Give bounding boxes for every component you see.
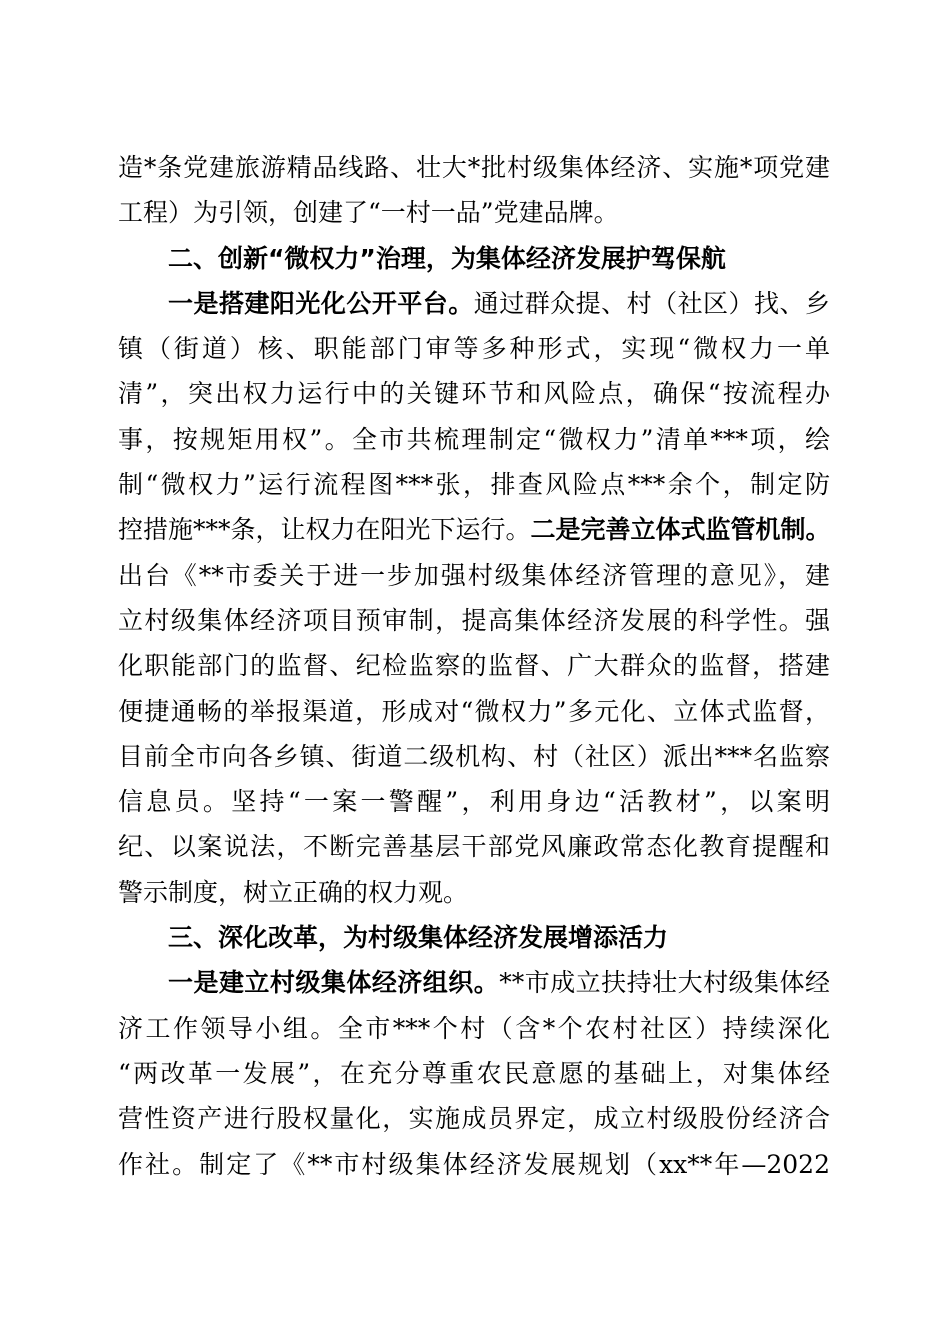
body-line: 镇（街道）核、职能部门审等多种形式，实现“微权力一单 xyxy=(118,334,830,364)
section-heading: 二、创新“微权力”治理，为集体经济发展护驾保航 xyxy=(168,243,726,273)
body-line: 纪、以案说法，不断完善基层干部党风廉政常态化教育提醒和 xyxy=(118,832,830,862)
body-line: 制“微权力”运行流程图***张，排查风险点***余个，制定防 xyxy=(118,470,830,500)
body-text: 控措施***条，让权力在阳光下运行。 xyxy=(118,515,531,545)
body-line: 立村级集体经济项目预审制，提高集体经济发展的科学性。强 xyxy=(118,605,830,635)
paragraph-lead: 一是搭建阳光化公开平台。 xyxy=(168,288,474,318)
body-line: 便捷通畅的举报渠道，形成对“微权力”多元化、立体式监督， xyxy=(118,696,830,726)
document-page xyxy=(118,145,830,1187)
body-line: 作社。制定了《**市村级集体经济发展规划（xx**年—2022 xyxy=(118,1149,830,1179)
body-line: 出台《**市委关于进一步加强村级集体经济管理的意见》，建 xyxy=(118,560,830,590)
body-text: 通过群众提、村（社区）找、乡 xyxy=(473,288,830,318)
body-line: 济工作领导小组。全市***个村（含*个农村社区）持续深化 xyxy=(118,1013,830,1043)
body-line xyxy=(118,281,830,326)
body-line: 目前全市向各乡镇、街道二级机构、村（社区）派出***名监察 xyxy=(118,741,830,771)
paragraph-lead: 二是完善立体式监管机制。 xyxy=(530,515,831,545)
body-line: 化职能部门的监督、纪检监察的监督、广大群众的监督，搭建 xyxy=(118,651,830,681)
body-text: **市成立扶持壮大村级集体经 xyxy=(499,968,830,998)
body-line: 营性资产进行股权量化，实施成员界定，成立村级股份经济合 xyxy=(118,1104,830,1134)
body-line: 警示制度，树立正确的权力观。 xyxy=(118,877,469,907)
body-line: “两改革一发展”，在充分尊重农民意愿的基础上，对集体经 xyxy=(118,1058,830,1088)
section-heading: 三、深化改革，为村级集体经济发展增添活力 xyxy=(168,923,669,953)
body-line: 事，按规矩用权”。全市共梳理制定“微权力”清单***项，绘 xyxy=(118,424,830,454)
body-line: 工程）为引领，创建了“一村一品”党建品牌。 xyxy=(118,198,619,228)
body-line xyxy=(118,507,830,552)
paragraph-lead: 一是建立村级集体经济组织。 xyxy=(168,968,500,998)
body-line xyxy=(118,960,830,1005)
body-line: 造*条党建旅游精品线路、壮大*批村级集体经济、实施*项党建 xyxy=(118,153,830,182)
body-line: 清”，突出权力运行中的关键环节和风险点，确保“按流程办 xyxy=(118,379,830,409)
body-line: 信息员。坚持“一案一警醒”，利用身边“活教材”，以案明 xyxy=(118,787,830,817)
